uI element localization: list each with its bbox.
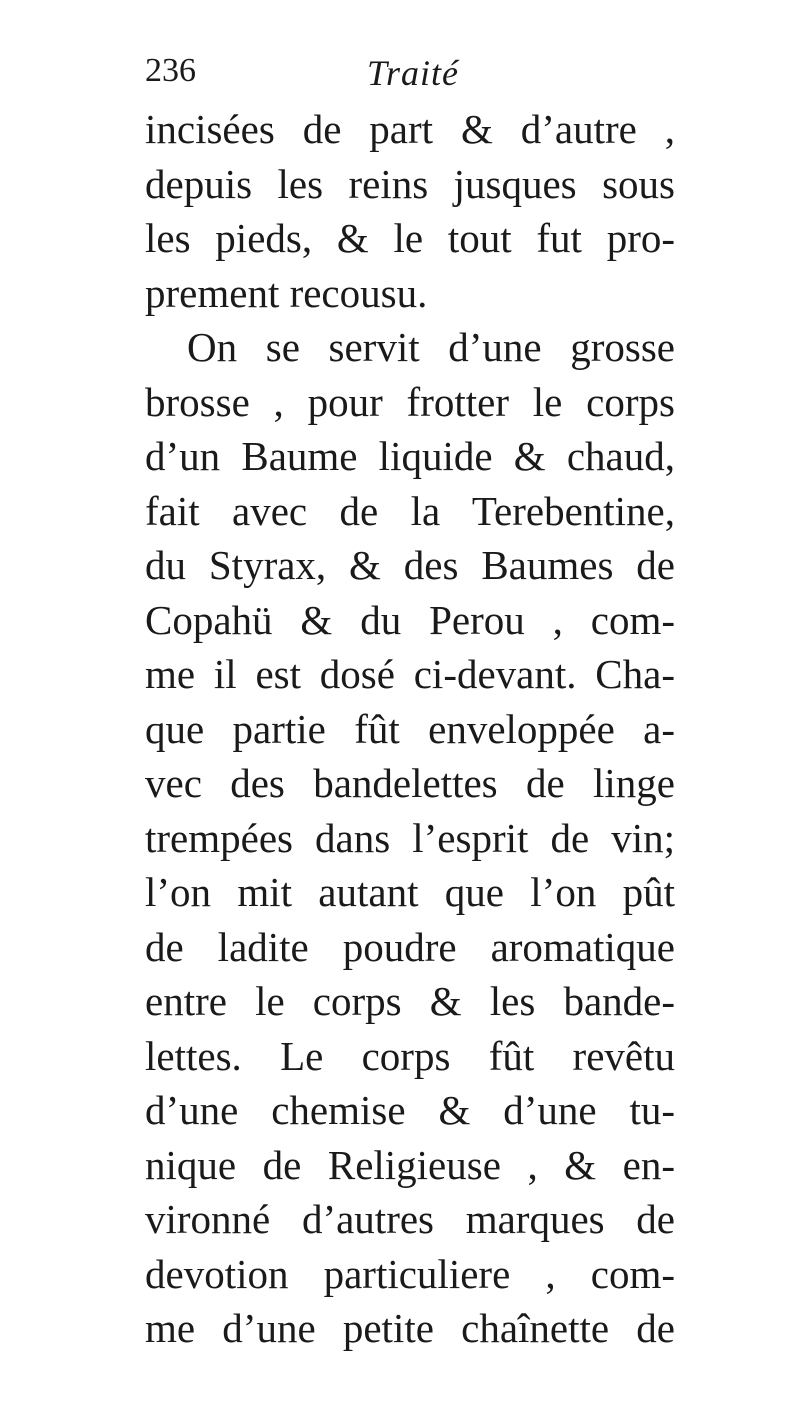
running-head: Traité (367, 53, 460, 93)
text-line: devotion particuliere , com- (145, 1250, 675, 1297)
page-header (145, 52, 680, 102)
text-line: du Styrax, & des Baumes de (145, 542, 675, 588)
text-line: de ladite poudre aromatique (145, 923, 675, 970)
text-line: trempées dans l’esprit de vin; (145, 814, 675, 861)
text-line: Copahü & du Perou , com- (145, 596, 675, 643)
text-line: nique de Religieuse , & en- (145, 1141, 675, 1188)
text-line: prement recousu. (145, 269, 428, 316)
text-line: les pieds, & le tout fut pro- (145, 215, 675, 261)
text-line: vironné d’autres marques de (145, 1196, 675, 1242)
text-line: brosse , pour frotter le corps (145, 378, 675, 425)
text-line: l’on mit autant que l’on pût (145, 869, 675, 915)
text-line: que partie fût enveloppée a- (145, 705, 675, 752)
text-line: fait avec de la Terebentine, (145, 487, 675, 534)
page-number: 236 (145, 52, 196, 89)
text-line: me d’une petite chaînette de (145, 1305, 675, 1351)
paragraph-first-line: On se servit d’une grosse (187, 324, 675, 370)
text-line: lettes. Le corps fût revêtu (145, 1032, 675, 1079)
text-line: incisées de part & d’autre , (145, 106, 675, 152)
text-line: d’une chemise & d’une tu- (145, 1087, 675, 1133)
text-line: vec des bandelettes de linge (145, 760, 675, 806)
text-line: d’un Baume liquide & chaud, (145, 433, 675, 479)
text-line: entre le corps & les bande- (145, 978, 675, 1024)
body-text (145, 102, 675, 1356)
text-line: me il est dosé ci-devant. Cha- (145, 651, 675, 697)
text-line: depuis les reins jusques sous (145, 160, 675, 207)
